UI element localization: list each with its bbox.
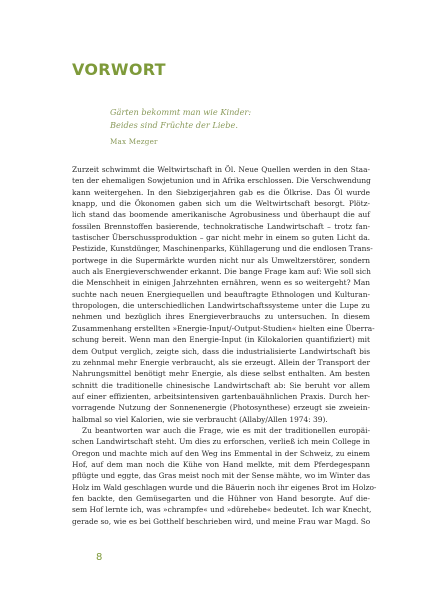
epigraph-author: Max Mezger: [110, 137, 158, 146]
text-line: auf einer effizienten, arbeitsintensiven gartenbauähnlichen Praxis. Durch her-: [72, 391, 370, 401]
text-line: vorragende Nutzung der Sonnenenergie (Photosynthese) erzeugt sie zweiein-: [72, 403, 370, 413]
text-line: nehmen und bezüglich ihres Energieverbrauchs zu untersuchen. In diesem: [72, 312, 370, 322]
text-line: halbmal so viel Kalorien, wie sie verbraucht (Allaby/Allen 1974: 39).: [72, 414, 328, 424]
text-line: Oregon und machte mich auf den Weg ins Emmental in der Schweiz, zu einem: [72, 448, 370, 458]
text-line: Zurzeit schwimmt die Weltwirtschaft in Öl. Neue Quellen werden in den Staa-: [72, 165, 370, 174]
text-line: schen Landwirtschaft steht. Um dies zu erforschen, verließ ich mein College in: [72, 437, 370, 447]
text-line: kann weitergehen. In den Siebzigerjahren gab es die Ölkrise. Das Öl wurde: [72, 187, 370, 197]
text-line: ten der ehemaligen Sowjetunion und in Afrika erschlossen. Die Verschwendung: [72, 176, 371, 186]
text-line: Zu beantworten war auch die Frage, wie es mit der traditionellen europäi-: [82, 425, 370, 435]
body-text: [72, 164, 377, 527]
text-line: tastischer Überschussproduktion – gar nicht mehr in einem so guten Licht da.: [72, 233, 370, 243]
text-line: fossilen Brennstoffen basierende, technokratische Landwirtschaft – trotz fan-: [72, 221, 370, 231]
text-line: Hof, auf dem man noch die Kühe von Hand melkte, mit dem Pferdegespann: [72, 459, 370, 469]
chapter-heading: VORWORT: [72, 60, 166, 79]
text-line: Zusammenhang erstellten »Energie-Input/-Output-Studien« hielten eine Überra-: [72, 323, 375, 333]
text-line: knapp, und die Ökonomen gaben sich um die Weltwirtschaft besorgt. Plötz-: [72, 199, 370, 209]
text-line: pflügte und eggte, das Gras meist noch mit der Sense mähte, wo im Winter das: [72, 471, 371, 481]
text-line: lich stand das boomende amerikanische Agrobusiness und überhaupt die auf: [72, 210, 370, 220]
text-line: schnitt die traditionelle chinesische Landwirtschaft ab: Sie beruht vor allem: [72, 380, 370, 390]
text-line: die Menschheit in einigen Jahrzehnten ernähren, wenn es so weitergeht? Man: [72, 278, 370, 288]
text-line: fen backte, den Gemüsegarten und die Hühner von Hand besorgte. Auf die-: [72, 493, 370, 503]
text-line: Nahrungsmittel benötigt mehr Energie, als diese selbst enthalten. Am besten: [72, 369, 370, 379]
text-line: suchte nach neuen Energiequellen und beauftragte Ethnologen und Kulturan-: [72, 289, 370, 299]
text-line: Pestizide, Kunstdünger, Maschinenparks, Kühllagerung und die endlosen Trans-: [72, 244, 373, 254]
text-line: auch als Energieverschwender erkannt. Die bange Frage kam auf: Wie soll sich: [72, 267, 371, 277]
text-line: schung bereit. Wenn man den Energie-Input (in Kilokalorien quantifiziert) mit: [72, 335, 370, 345]
text-line: gerade so, wie es bei Gotthelf beschrieben wird, und meine Frau war Magd. So: [72, 516, 371, 526]
epigraph: [110, 106, 370, 148]
epigraph-line: Beides sind Früchte der Liebe.: [110, 119, 238, 130]
page-number: 8: [96, 552, 103, 563]
text-line: dem Output verglich, zeigte sich, dass die industrialisierte Landwirtschaft bis: [72, 346, 370, 356]
epigraph-line: Gärten bekommt man wie Kinder:: [110, 107, 252, 117]
text-line: sem Hof lernte ich, was »chrampfe« und »dürehebe« bedeutet. Ich war Knecht,: [72, 505, 372, 515]
text-line: portwege in die Supermärkte wurden nicht nur als Umweltzerstörer, sondern: [72, 255, 370, 265]
text-line: Holz im Wald geschlagen wurde und die Bäuerin noch ihr eigenes Brot im Holzo-: [72, 482, 377, 492]
text-line: zu zehnmal mehr Energie verbraucht, als sie erzeugt. Allein der Transport der: [72, 357, 370, 367]
text-line: thropologen, die unterschiedlichen Landwirtschaftssysteme unter die Lupe zu: [72, 301, 370, 311]
